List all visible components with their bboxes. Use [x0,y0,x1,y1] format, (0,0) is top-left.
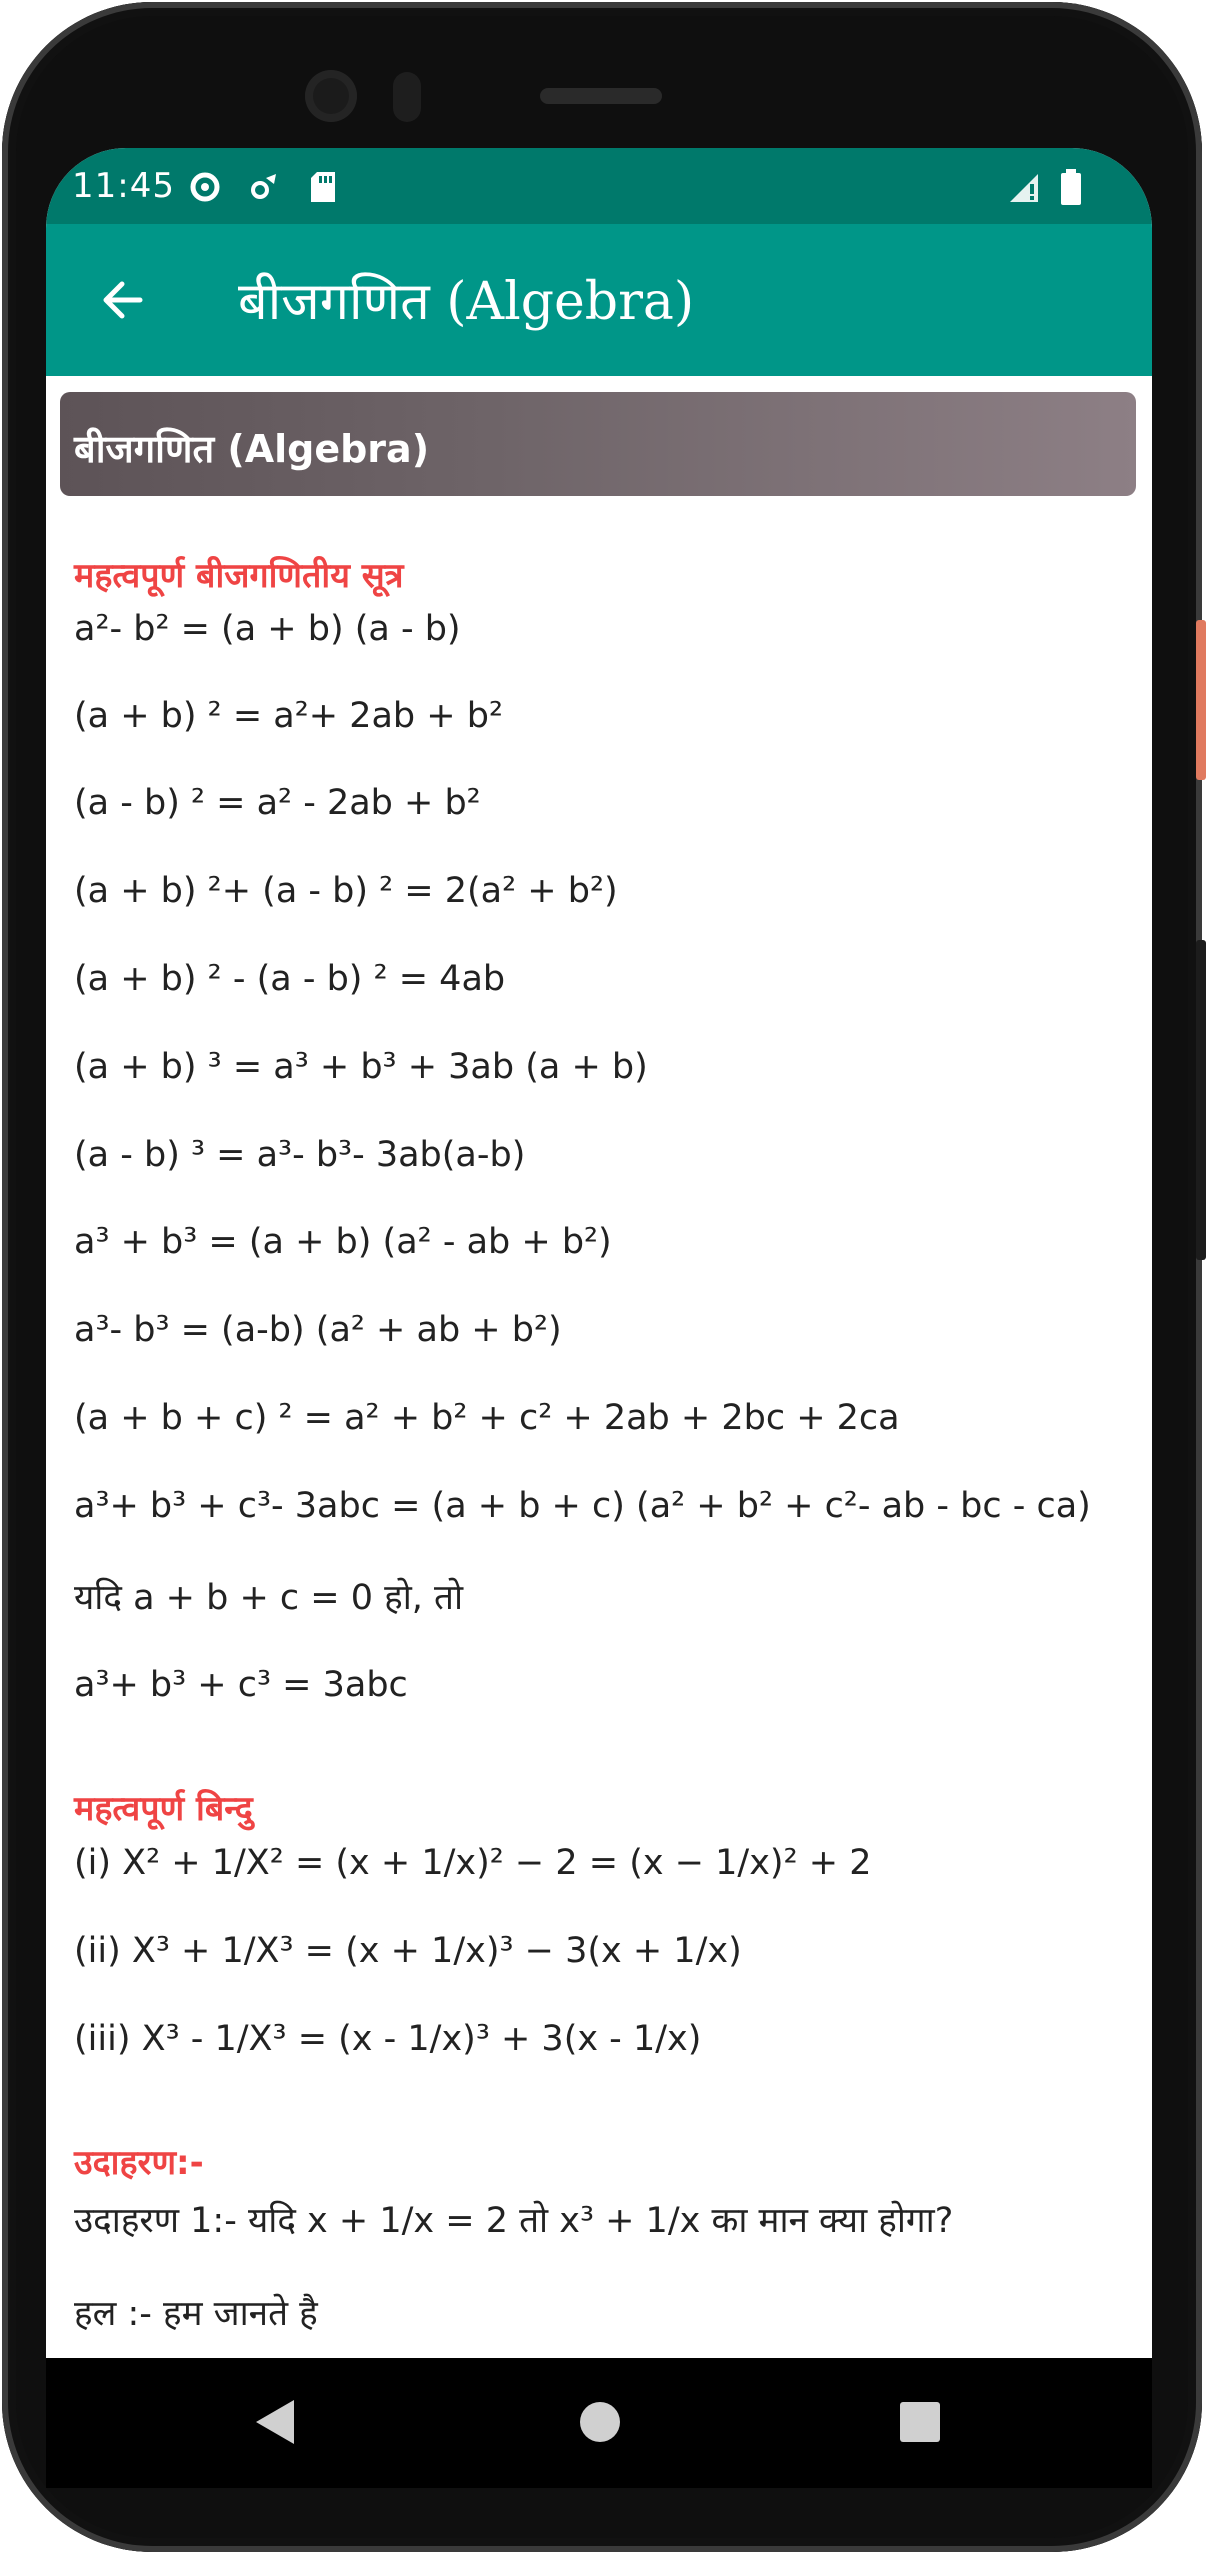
settings-icon [246,170,280,204]
app-title: बीजगणित (Algebra) [238,272,695,332]
app-bar [46,224,1152,376]
formula-line: (a + b + c) ² = a² + b² + c² + 2ab + 2bc + 2ca [74,1398,900,1438]
location-icon [188,170,222,204]
nav-recent-icon[interactable] [900,2402,940,2442]
point-line: (i) X² + 1/X² = (x + 1/x)² − 2 = (x − 1/x)² + 2 [74,1843,872,1883]
header-card-title: बीजगणित (Algebra) [74,427,430,471]
screen [46,148,1152,2358]
formula-line: (a - b) ³ = a³- b³- 3ab(a-b) [74,1135,526,1175]
formula-line: यदि a + b + c = 0 हो, तो [74,1578,464,1618]
formula-line: (a + b) ² - (a - b) ² = 4ab [74,959,506,999]
formula-line: (a + b) ²+ (a - b) ² = 2(a² + b²) [74,871,618,911]
formula-line: a³ + b³ = (a + b) (a² - ab + b²) [74,1222,612,1262]
points-title: महत्वपूर्ण बिन्दु [74,1789,253,1829]
camera-sensor [393,72,421,122]
formula-line: a³+ b³ + c³ = 3abc [74,1665,408,1705]
content-scroll[interactable] [46,376,1152,2358]
status-time: 11:45 [72,166,175,206]
back-arrow-icon[interactable] [94,272,150,328]
formula-line: (a + b) ³ = a³ + b³ + 3ab (a + b) [74,1047,648,1087]
nav-home-icon[interactable] [580,2402,620,2442]
examples-title: उदाहरण:- [74,2143,204,2183]
example-line: उदाहरण 1:- यदि x + 1/x = 2 तो x³ + 1/x का मान क्या होगा? [74,2201,954,2241]
nav-back-icon[interactable] [256,2400,294,2444]
formula-line: a²- b² = (a + b) (a - b) [74,609,461,649]
front-camera [305,70,357,122]
formula-line: a³+ b³ + c³- 3abc = (a + b + c) (a² + b² + c²- ab - bc - ca) [74,1486,1091,1526]
power-button [1196,620,1206,780]
header-card [60,392,1136,496]
navigation-bar [46,2358,1152,2488]
example-line: हल :- हम जानते है [74,2294,318,2334]
formula-line: (a + b) ² = a²+ 2ab + b² [74,696,503,736]
sd-card-icon [306,170,340,204]
battery-icon [1054,170,1088,204]
formulas-title: महत्वपूर्ण बीजगणितीय सूत्र [74,556,404,596]
earpiece-speaker [540,88,662,104]
point-line: (iii) X³ - 1/X³ = (x - 1/x)³ + 3(x - 1/x) [74,2019,702,2059]
formula-line: (a - b) ² = a² - 2ab + b² [74,783,481,823]
status-bar [46,148,1152,224]
volume-button [1196,940,1206,1260]
point-line: (ii) X³ + 1/X³ = (x + 1/x)³ − 3(x + 1/x) [74,1931,742,1971]
signal-icon [1008,170,1042,204]
formula-line: a³- b³ = (a-b) (a² + ab + b²) [74,1310,562,1350]
